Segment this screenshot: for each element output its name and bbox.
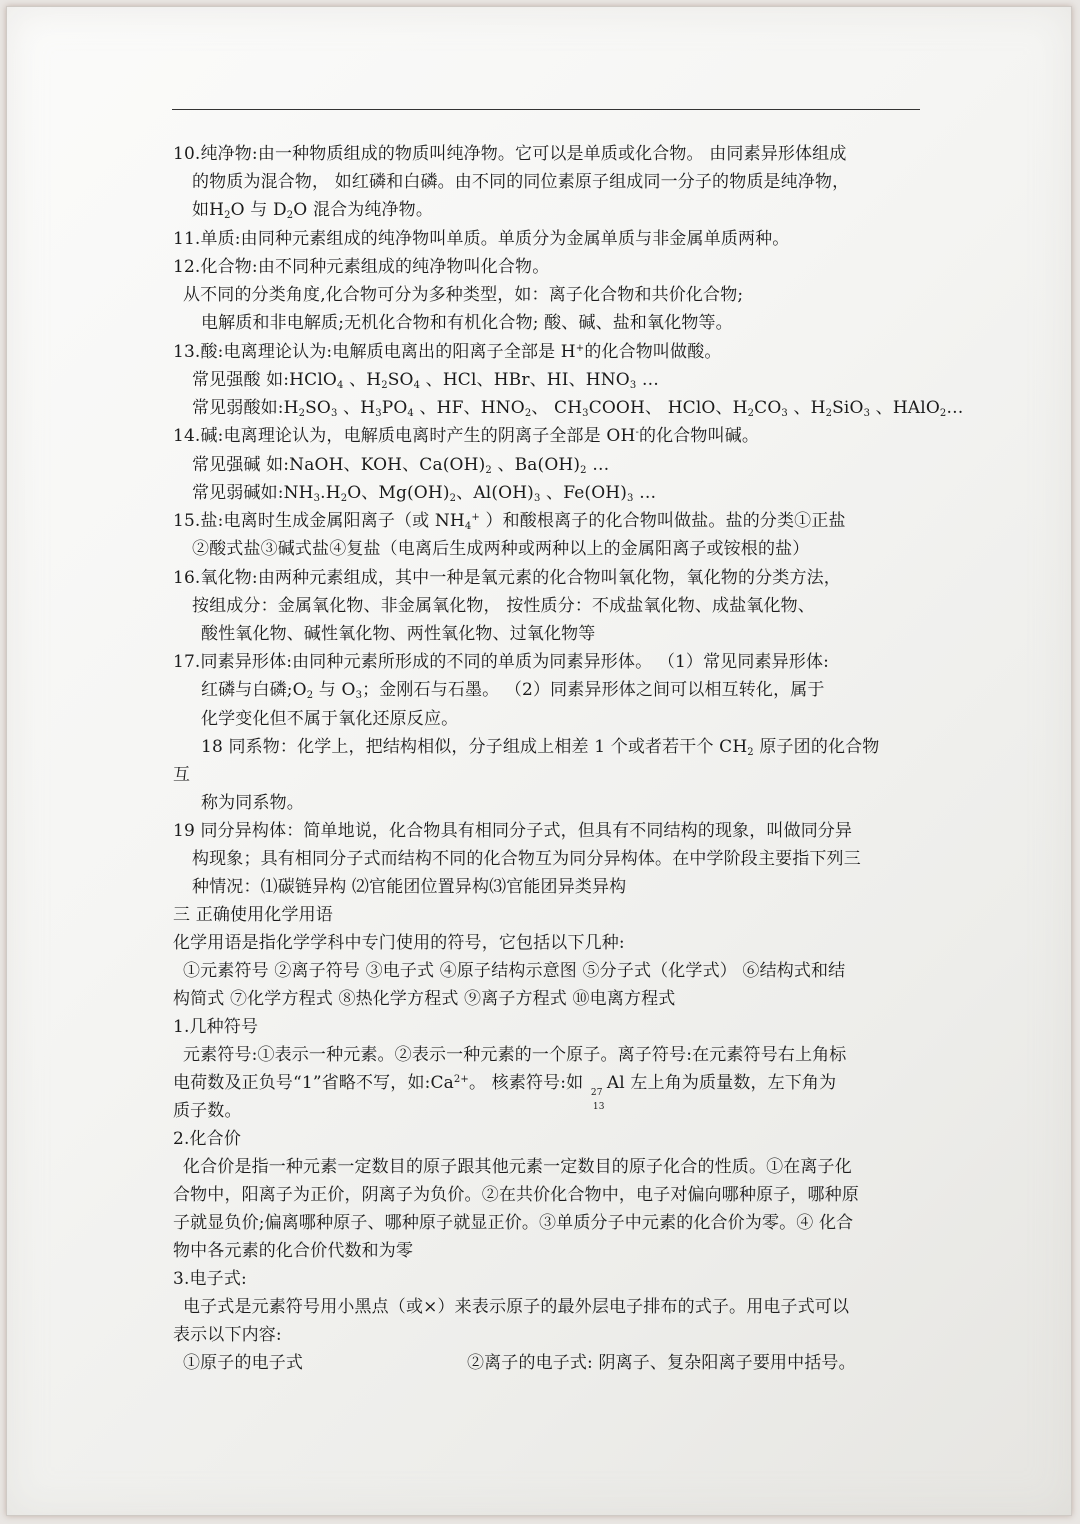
text-line: ②酸式盐③碱式盐④复盐（电离后生成两种或两种以上的金属阳离子或铵根的盐） <box>192 539 810 559</box>
subsection-heading: 1.几种符号 <box>173 1017 259 1037</box>
text-line: 常见弱酸如$:H_2SO_3$ 、$H_3PO_4$ 、HF、$HNO_2$、 $CH_3COOH$、 HClO、$H_2CO_3$ 、$H_2SiO_3$ 、HAlO$_2$… <box>192 398 964 419</box>
text-line: 18 同系物：化学上，把结构相似，分子组成上相差 1 个或者若干个 $CH_2$ 原子团的化合物 <box>201 737 880 758</box>
text-line: 19 同分异构体：简单地说，化合物具有相同分子式，但具有不同结构的现象，叫做同分异 <box>173 821 853 841</box>
text-line: 常见强酸 如:HClO$_4$ 、$H_2SO_4$ 、HCl、HBr、HI、$HNO_3$ … <box>192 370 660 391</box>
text-line: 电子式是元素符号用小黑点（或×）来表示原子的最外层电子排布的式子。用电子式可以 <box>183 1297 850 1317</box>
text-line: 质子数。 <box>173 1101 242 1121</box>
text-line: 常见弱碱如$:NH_3.H_2O$、$Mg(OH)_2$、$Al(OH)_3$ 、$Fe(OH)_3$ … <box>192 483 657 504</box>
text-line: 酸性氧化物、碱性氧化物、两性氧化物、过氧化物等 <box>201 624 596 644</box>
text-line: 电解质和非电解质;无机化合物和有机化合物; 酸、碱、盐和氧化物等。 <box>201 313 733 333</box>
text-line: 称为同系物。 <box>201 793 304 813</box>
text-line: 化合价是指一种元素一定数目的原子跟其他元素一定数目的原子化合的性质。①在离子化 <box>183 1157 852 1177</box>
text-line: 化学变化但不属于氧化还原反应。 <box>201 709 459 729</box>
text-line: 种情况：⑴碳链异构 ⑵官能团位置异构⑶官能团异类异构 <box>192 877 627 897</box>
text-line: ①原子的电子式 <box>183 1353 304 1373</box>
text-line: 14.碱:电离理论认为，电解质电离时产生的阴离子全部是 OH-的化合物叫碱。 <box>173 426 760 446</box>
text-line: 的物质为混合物， 如红磷和白磷。由不同的同位素原子组成同一分子的物质是纯净物， <box>192 172 850 192</box>
text-line: 子就显负价;偏离哪种原子、哪种原子就显正价。③单质分子中元素的化合价为零。④ 化合 <box>173 1213 854 1233</box>
text-line: 电荷数及正负号“1”省略不写，如$:Ca^{2+}$。 核素符号:如 27 13 Al 左上角为质量数，左下角为 <box>173 1073 837 1112</box>
text-line: 10.纯净物:由一种物质组成的物质叫纯净物。它可以是单质或化合物。 由同素异形体组成 <box>173 144 847 164</box>
text-line: ①元素符号 ②离子符号 ③电子式 ④原子结构示意图 ⑤分子式（化学式） ⑥结构式和结 <box>183 961 846 981</box>
text-line: 构简式 ⑦化学方程式 ⑧热化学方程式 ⑨离子方程式 ⑩电离方程式 <box>173 989 676 1009</box>
subsection-heading: 2.化合价 <box>173 1129 241 1149</box>
document-page <box>6 6 1072 1516</box>
text-line: 元素符号:①表示一种元素。②表示一种元素的一个原子。离子符号:在元素符号右上角标 <box>183 1045 847 1065</box>
text-line: 15.盐:电离时生成金属阳离子（或 $NH_4^+$ ）和酸根离子的化合物叫做盐。盐的分类①正盐 <box>173 511 846 532</box>
text-line: 合物中，阳离子为正价，阴离子为负价。②在共价化合物中，电子对偏向哪种原子，哪种原 <box>173 1185 859 1205</box>
text-line: 化学用语是指化学学科中专门使用的符号，它包括以下几种: <box>173 933 625 953</box>
text-line: 从不同的分类角度,化合物可分为多种类型，如：离子化合物和共价化合物; <box>183 285 744 305</box>
text-line: ②离子的电子式: 阴离子、复杂阳离子要用中括号。 <box>467 1353 856 1373</box>
text-line: 11.单质:由同种元素组成的纯净物叫单质。单质分为金属单质与非金属单质两种。 <box>173 229 790 249</box>
text-line: 12.化合物:由不同种元素组成的纯净物叫化合物。 <box>173 257 550 277</box>
text-line: 16.氧化物:由两种元素组成，其中一种是氧元素的化合物叫氧化物，氧化物的分类方法， <box>173 568 841 588</box>
text-line: 如$H_2O$ 与 $D_2O$ 混合为纯净物。 <box>192 200 433 221</box>
text-line: 互 <box>173 765 191 785</box>
header-rule <box>172 109 920 110</box>
text-line: 表示以下内容: <box>173 1325 282 1345</box>
section-heading: 三 正确使用化学用语 <box>173 905 333 925</box>
text-line: 17.同素异形体:由同种元素所形成的不同的单质为同素异形体。 （1）常见同素异形体: <box>173 652 830 672</box>
subsection-heading: 3.电子式: <box>173 1269 247 1289</box>
text-line: 红磷与白磷$;O_2$ 与 $O_3$；金刚石与石墨。 （2）同素异形体之间可以相互转化，属于 <box>201 680 825 701</box>
text-line: 构现象；具有相同分子式而结构不同的化合物互为同分异构体。在中学阶段主要指下列三 <box>192 849 861 869</box>
text-line: 按组成分：金属氧化物、非金属氧化物， 按性质分：不成盐氧化物、成盐氧化物、 <box>192 596 815 616</box>
text-line: 13.酸:电离理论认为:电解质电离出的阳离子全部是 H+的化合物叫做酸。 <box>173 342 722 362</box>
text-line: 物中各元素的化合价代数和为零 <box>173 1241 414 1261</box>
text-line: 常见强碱 如:NaOH、KOH、$Ca(OH)_2$ 、$Ba(OH)_2$ … <box>192 455 610 476</box>
